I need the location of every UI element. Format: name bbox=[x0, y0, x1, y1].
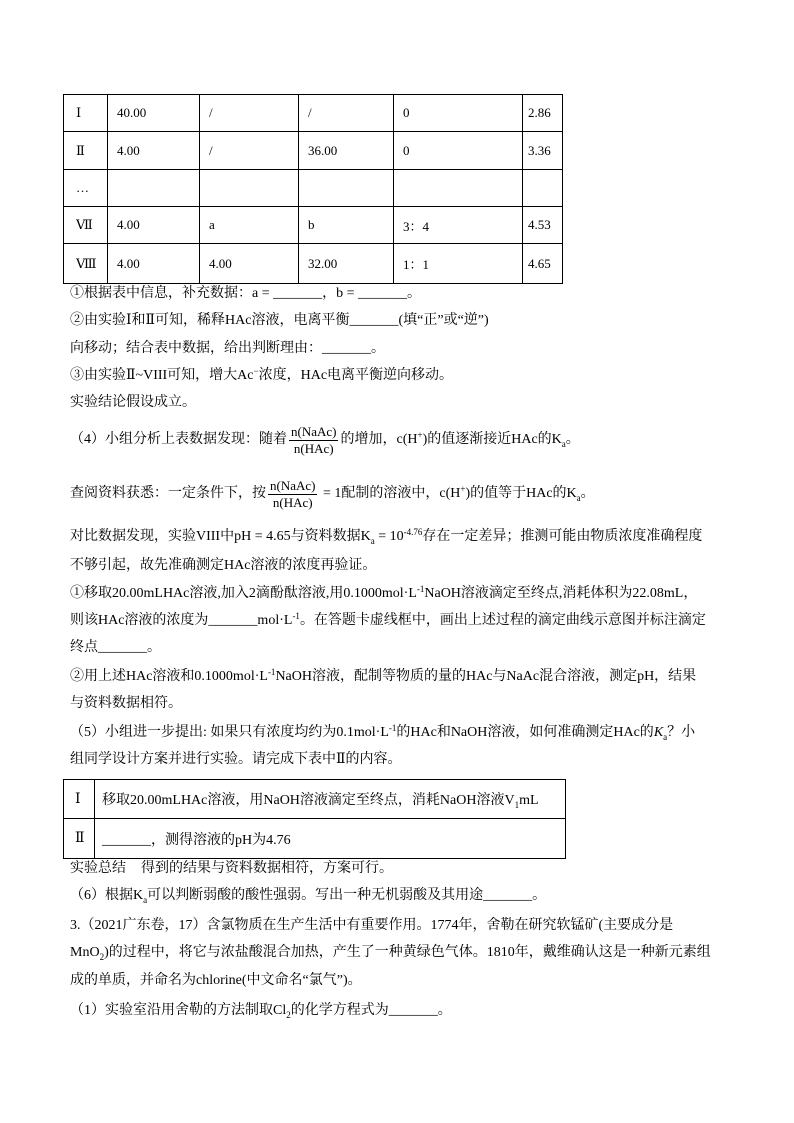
text-line bbox=[70, 1001, 452, 1021]
table-cell: / bbox=[200, 132, 299, 170]
table-row bbox=[64, 95, 563, 132]
line-text: ①移取20.00mLHAc溶液,加入2滴酚酞溶液,用0.1000mol·L bbox=[70, 586, 417, 601]
line-text: 终点_______。 bbox=[70, 640, 161, 655]
text-line bbox=[70, 916, 673, 936]
procedure-table bbox=[63, 779, 566, 859]
table-cell bbox=[299, 170, 394, 207]
text-line bbox=[70, 474, 595, 514]
line-text: = 10 bbox=[374, 529, 404, 544]
subscript: a bbox=[561, 438, 566, 449]
line-text: 的HAc和NaOH溶液，如何准确测定HAc的 bbox=[396, 725, 654, 740]
table-cell: 4.65 bbox=[523, 244, 563, 284]
table-row bbox=[64, 132, 563, 170]
line-text: 查阅资料获悉：一定条件下，按 bbox=[70, 486, 266, 501]
subscript: 2 bbox=[99, 951, 105, 962]
line-text: 的化学方程式为_______。 bbox=[290, 1003, 452, 1018]
row-label: Ⅱ bbox=[64, 132, 108, 170]
table-cell: 4.00 bbox=[200, 244, 299, 284]
text-line bbox=[70, 527, 702, 547]
row-label: Ⅰ bbox=[64, 780, 95, 819]
subscript: a bbox=[370, 535, 375, 546]
table-cell: 0 bbox=[394, 132, 523, 170]
table-cell: / bbox=[200, 95, 299, 132]
superscript: -1 bbox=[416, 583, 425, 594]
line-text: （4）小组分析上表数据发现：随着 bbox=[70, 432, 287, 447]
line-text: )的过程中，将它与浓盐酸混合加热，产生了一种黄绿色气体。1810年，戴维确认这是一种新元素组 bbox=[104, 945, 711, 960]
subscript: 1 bbox=[514, 800, 520, 810]
line-text: 不够引起，故先准确测定HAc溶液的浓度再验证。 bbox=[70, 558, 377, 573]
line-text: 存在一定差异；推测可能由物质浓度准确程度 bbox=[422, 529, 703, 544]
cell-text: _______，测得溶液的pH为4.76 bbox=[102, 832, 291, 848]
text-line bbox=[70, 971, 362, 991]
line-text: = 1配制的溶液中，c(H bbox=[319, 486, 461, 501]
superscript: − bbox=[253, 365, 259, 376]
fraction-denominator: n(HAc) bbox=[293, 440, 334, 456]
cell-text: 移取20.00mLHAc溶液，用NaOH溶液滴定至终点，消耗NaOH溶液V bbox=[102, 793, 515, 808]
line-text: 的增加，c(H bbox=[340, 432, 418, 447]
fraction-numerator: n(NaAc) bbox=[270, 477, 316, 493]
text-line bbox=[70, 886, 546, 906]
text-line bbox=[70, 750, 402, 770]
text-line bbox=[70, 943, 711, 963]
superscript: -1 bbox=[292, 610, 300, 621]
row-label: Ⅰ bbox=[64, 95, 108, 132]
line-text: 。 bbox=[565, 432, 580, 447]
table-cell bbox=[95, 780, 566, 819]
table-cell: 0 bbox=[394, 95, 523, 132]
table-cell bbox=[394, 170, 523, 207]
section-label: 实验总结 bbox=[70, 861, 126, 876]
table-cell: 32.00 bbox=[299, 244, 394, 284]
line-text: 实验结论假设成立。 bbox=[70, 395, 196, 410]
row-label: Ⅶ bbox=[64, 207, 108, 244]
table-cell: a bbox=[200, 207, 299, 244]
table-row bbox=[64, 780, 566, 819]
subscript: a bbox=[576, 492, 581, 503]
table-row bbox=[64, 170, 563, 207]
line-text: 得到的结果与资料数据相符，方案可行。 bbox=[141, 861, 393, 876]
table-cell: 4.00 bbox=[108, 207, 200, 244]
line-text: 对比数据发现，实验VIII中pH = 4.65与资料数据K bbox=[70, 529, 371, 544]
table-cell: 1：1 bbox=[394, 244, 523, 284]
table-cell: 4.00 bbox=[108, 132, 200, 170]
fraction-numerator: n(NaAc) bbox=[291, 423, 337, 439]
text-line bbox=[70, 311, 489, 331]
superscript: -1 bbox=[267, 666, 276, 677]
row-label: … bbox=[64, 170, 108, 207]
line-text: 组同学设计方案并进行实验。请完成下表中Ⅱ的内容。 bbox=[70, 752, 402, 767]
line-text: ①根据表中信息，补充数据：a = _______，b = _______。 bbox=[70, 286, 422, 301]
table-cell: 3.36 bbox=[523, 132, 563, 170]
text-line bbox=[70, 339, 385, 359]
line-text: NaOH溶液，配制等物质的量的HAc与NaAc混合溶液，测定pH，结果 bbox=[275, 669, 697, 684]
line-text: K bbox=[653, 725, 664, 740]
line-text: ③由实验Ⅱ~VIII可知，增大Ac bbox=[70, 368, 254, 383]
table-cell: b bbox=[299, 207, 394, 244]
text-line bbox=[70, 859, 393, 879]
line-text: 。在答题卡虚线框中，画出上述过程的滴定曲线示意图并标注滴定 bbox=[299, 613, 706, 628]
text-line bbox=[70, 638, 161, 658]
table-cell: 40.00 bbox=[108, 95, 200, 132]
subscript: 2 bbox=[286, 1009, 291, 1020]
superscript: + bbox=[417, 429, 423, 440]
line-text: 向移动；结合表中数据，给出判断理由：_______。 bbox=[70, 341, 385, 356]
line-text: 则该HAc溶液的浓度为_______mol·L bbox=[70, 613, 293, 628]
text-line bbox=[70, 420, 580, 460]
text-line bbox=[70, 393, 196, 413]
line-text: NaOH溶液滴定至终点,消耗体积为22.08mL， bbox=[424, 586, 698, 601]
text-line bbox=[70, 694, 182, 714]
row-label: Ⅷ bbox=[64, 244, 108, 284]
line-text: 。 bbox=[580, 486, 595, 501]
table-cell: 3：4 bbox=[394, 207, 523, 244]
table-cell: 4.53 bbox=[523, 207, 563, 244]
text-line bbox=[70, 556, 376, 576]
line-text: )的值等于HAc的K bbox=[465, 486, 577, 501]
table-cell bbox=[200, 170, 299, 207]
table-cell: 2.86 bbox=[523, 95, 563, 132]
line-text: 与资料数据相符。 bbox=[70, 696, 182, 711]
table-cell: 36.00 bbox=[299, 132, 394, 170]
table-cell: / bbox=[299, 95, 394, 132]
line-text: 3.（2021广东卷，17）含氯物质在生产生活中有重要作用。1774年，舍勒在研究软锰矿(主要成分是 bbox=[70, 918, 674, 933]
superscript: -4.76 bbox=[403, 526, 423, 537]
line-text: 浓度，HAc电离平衡逆向移动。 bbox=[258, 368, 454, 383]
fraction bbox=[289, 424, 338, 457]
text-line bbox=[70, 723, 695, 743]
table-row bbox=[64, 207, 563, 244]
cell-text: mL bbox=[519, 793, 539, 808]
superscript: -1 bbox=[388, 722, 397, 733]
line-text: 可以判断弱酸的酸性强弱。写出一种无机弱酸及其用途_______。 bbox=[147, 888, 547, 903]
subscript: a bbox=[663, 731, 668, 742]
line-text: 成的单质，并命名为chlorine(中文命名“氯气”)。 bbox=[70, 973, 362, 988]
fraction-denominator: n(HAc) bbox=[272, 494, 313, 510]
line-text: ②用上述HAc溶液和0.1000mol·L bbox=[70, 669, 268, 684]
table-cell: 4.00 bbox=[108, 244, 200, 284]
line-text: （5）小组进一步提出: 如果只有浓度均约为0.1mol·L bbox=[70, 725, 389, 740]
fraction bbox=[268, 478, 317, 511]
row-label: Ⅱ bbox=[64, 819, 95, 859]
text-line bbox=[70, 366, 453, 386]
experiment-data-table bbox=[63, 94, 563, 284]
table-cell bbox=[523, 170, 563, 207]
table-row bbox=[64, 244, 563, 284]
subscript: a bbox=[143, 894, 148, 905]
text-line bbox=[70, 284, 421, 304]
line-text: MnO bbox=[70, 945, 100, 960]
line-text: )的值逐渐接近HAc的K bbox=[422, 432, 562, 447]
line-text: （1）实验室沿用舍勒的方法制取Cl bbox=[70, 1003, 287, 1018]
table-cell bbox=[108, 170, 200, 207]
table-row bbox=[64, 819, 566, 859]
text-line bbox=[70, 667, 696, 687]
line-text: ②由实验Ⅰ和Ⅱ可知，稀释HAc溶液，电离平衡_______(填“正”或“逆”) bbox=[70, 313, 489, 328]
text-line bbox=[70, 611, 706, 631]
superscript: + bbox=[460, 483, 466, 494]
line-text: ？小 bbox=[667, 725, 696, 740]
line-text: （6）根据K bbox=[70, 888, 144, 903]
table-cell bbox=[95, 819, 566, 859]
text-line bbox=[70, 584, 697, 604]
